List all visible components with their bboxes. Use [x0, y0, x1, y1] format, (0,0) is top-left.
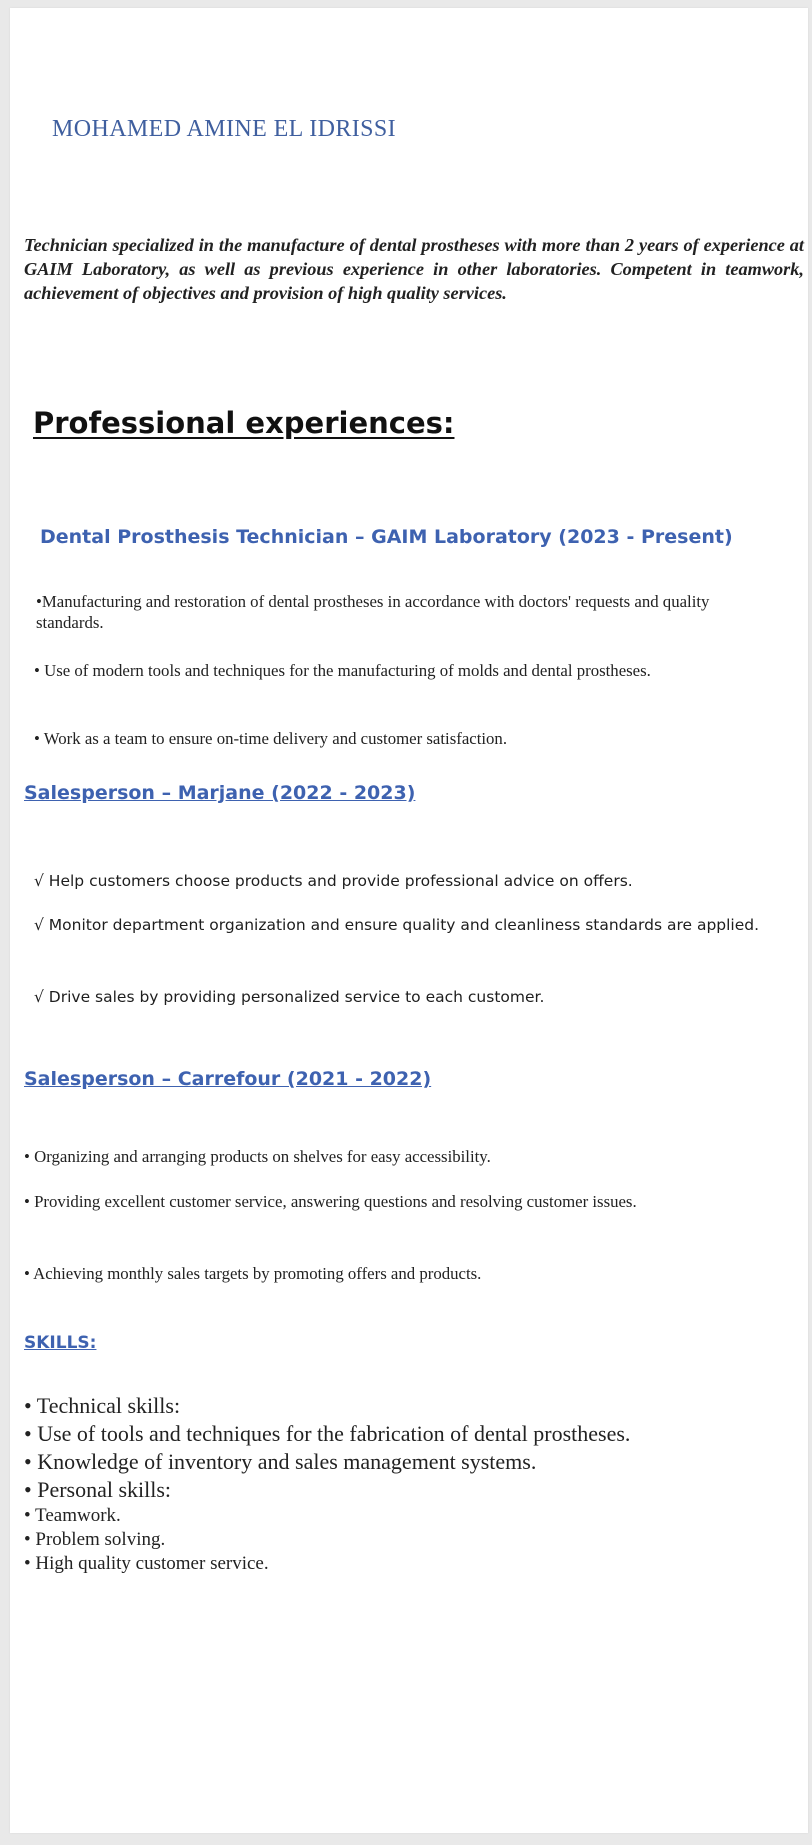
skill-item: • Teamwork. [24, 1505, 121, 1526]
job-marjane-item: √ Monitor department organization and ensure quality and cleanliness standards are applied. [34, 916, 760, 934]
job-marjane-item: √ Drive sales by providing personalized service to each customer. [34, 988, 545, 1006]
job-gaim-item: • Use of modern tools and techniques for the manufacturing of molds and dental prostheses. [34, 661, 651, 680]
job-title-carrefour: Salesperson – Carrefour (2021 - 2022) [24, 1068, 432, 1090]
job-carrefour-item: • Achieving monthly sales targets by promoting offers and products. [24, 1264, 482, 1283]
job-title-gaim: Dental Prosthesis Technician – GAIM Laboratory (2023 - Present) [40, 526, 733, 548]
skills-list [24, 1392, 664, 1576]
skill-item: • Technical skills: [24, 1393, 181, 1418]
job-marjane-item: √ Help customers choose products and provide professional advice on offers. [34, 872, 633, 890]
skill-item: • Use of tools and techniques for the fabrication of dental prostheses. [24, 1421, 631, 1446]
job-gaim-item: •Manufacturing and restoration of dental prostheses in accordance with doctors' requests and quality standards. [36, 592, 710, 632]
job-title-marjane: Salesperson – Marjane (2022 - 2023) [24, 782, 416, 804]
profile-summary: Technician specialized in the manufacture of dental prostheses with more than 2 years of experience at GAIM Laboratory, as well as previous experience in other laboratories. Competent in teamwork, achievement of objectives and provision of high quality services. [24, 235, 804, 303]
job-carrefour-item: • Organizing and arranging products on shelves for easy accessibility. [24, 1147, 491, 1166]
skill-item: • High quality customer service. [24, 1553, 269, 1574]
job-gaim-item: • Work as a team to ensure on-time delivery and customer satisfaction. [34, 729, 508, 748]
job-carrefour-item: • Providing excellent customer service, answering questions and resolving customer issues. [24, 1192, 637, 1211]
skill-item: • Problem solving. [24, 1529, 166, 1550]
experience-section-title: Professional experiences: [33, 406, 455, 440]
skill-item: • Knowledge of inventory and sales management systems. [24, 1449, 537, 1474]
skill-item: • Personal skills: [24, 1477, 172, 1502]
candidate-name: MOHAMED AMINE EL IDRISSI [52, 116, 397, 142]
resume-page [10, 8, 808, 1833]
skills-section-title: SKILLS: [24, 1333, 97, 1353]
